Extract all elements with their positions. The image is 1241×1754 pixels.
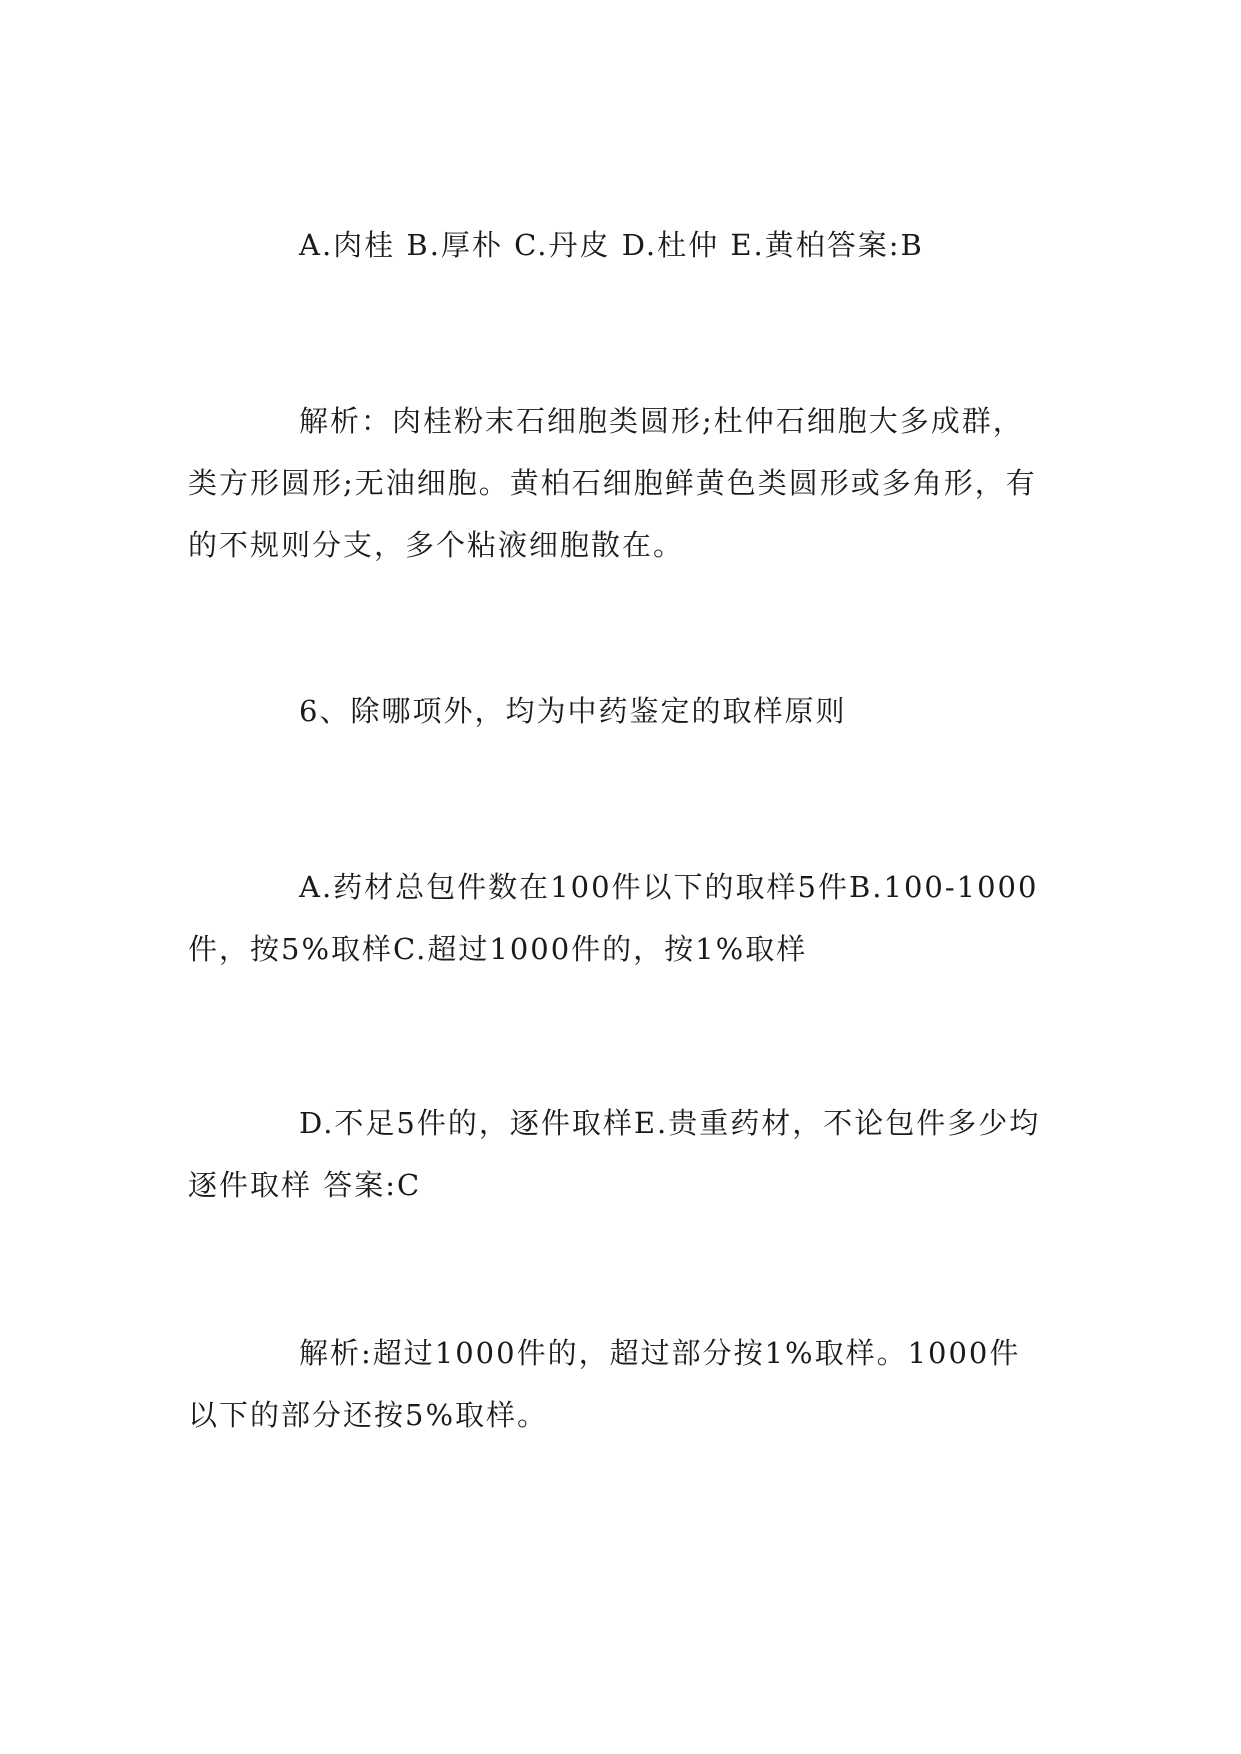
question-5-explanation: 解析：肉桂粉末石细胞类圆形;杜仲石细胞大多成群，类方形圆形;无油细胞。黄柏石细胞鲜黄色类圆形或多角形，有的不规则分支，多个粘液细胞散在。 (188, 404, 1037, 562)
question-6-options-a-c: A.药材总包件数在100件以下的取样5件B.100-1000件，按5%取样C.超过1000件的，按1%取样 (188, 870, 1039, 966)
question-6-explanation: 解析:超过1000件的，超过部分按1%取样。1000件以下的部分还按5%取样。 (188, 1336, 1021, 1432)
question-6-options-d-e-answer: D.不足5件的，逐件取样E.贵重药材，不论包件多少均逐件取样 答案:C (188, 1106, 1041, 1202)
question-5-options-answer: A.肉桂 B.厚朴 C.丹皮 D.杜仲 E.黄柏答案:B (299, 228, 924, 262)
question-6-stem: 6、除哪项外，均为中药鉴定的取样原则 (299, 694, 847, 728)
